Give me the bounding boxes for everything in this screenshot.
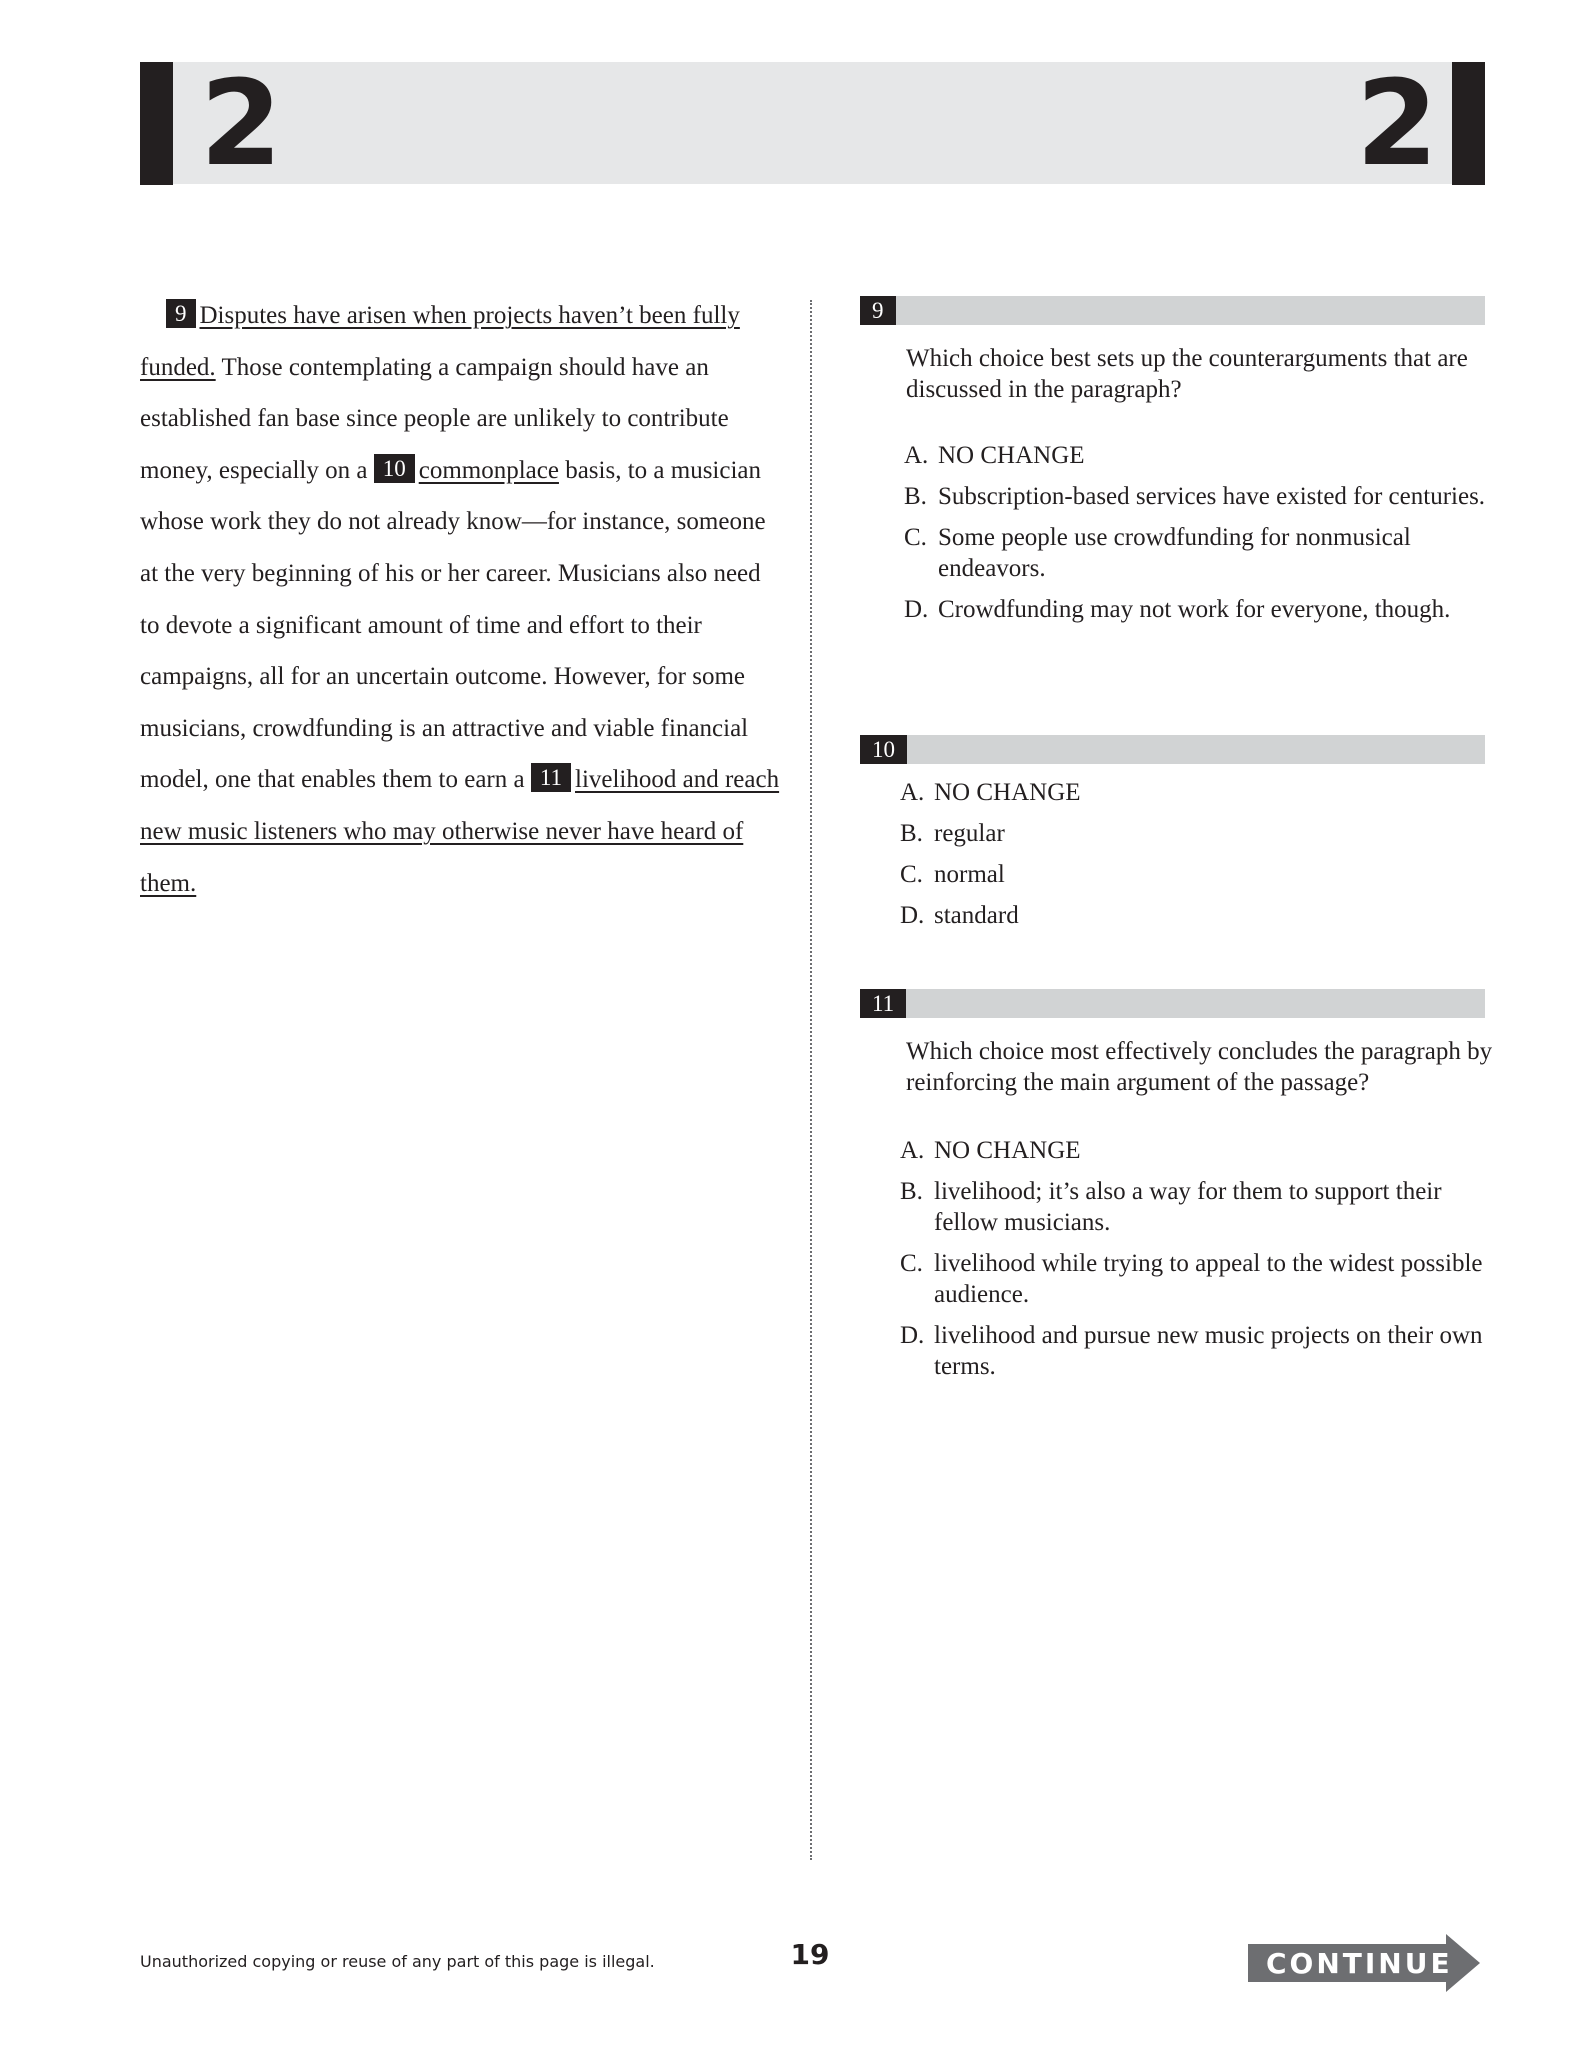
choice-letter: D. (900, 1322, 925, 1349)
answer-choice-9c[interactable] (904, 522, 1494, 584)
choice-letter: A. (900, 779, 925, 806)
choice-text: normal (934, 861, 1005, 888)
underlined-phrase-9: Disputes have arisen when projects haven’t been fully funded. (140, 302, 740, 381)
question-prompt-9: Which choice best sets up the counterarguments that are discussed in the paragraph? (906, 345, 1468, 403)
choice-letter: D. (904, 596, 929, 623)
choice-letter: B. (900, 1178, 923, 1205)
section-number-right: 2 (1356, 54, 1439, 192)
choice-text: NO CHANGE (934, 1137, 1081, 1164)
choice-text: NO CHANGE (938, 442, 1085, 469)
continue-label: CONTINUE (1266, 1947, 1453, 1980)
passage-paragraph (140, 290, 780, 909)
question-marker-11[interactable]: 11 (531, 763, 571, 792)
choice-letter: C. (904, 524, 927, 551)
passage-text (140, 290, 780, 909)
answer-choice-11a[interactable] (900, 1135, 1490, 1166)
choice-letter: C. (900, 1250, 923, 1277)
choice-text: Subscription-based services have existed for centuries. (938, 483, 1486, 510)
question-header-10 (860, 735, 1485, 764)
answer-choice-9d[interactable] (904, 594, 1494, 625)
answer-choice-9b[interactable] (904, 481, 1494, 512)
column-divider (810, 300, 812, 1860)
choice-text: livelihood while trying to appeal to the widest possible audience. (934, 1250, 1483, 1308)
answer-choice-11c[interactable] (900, 1248, 1490, 1310)
question-marker-9[interactable]: 9 (166, 299, 196, 328)
page-number: 19 (790, 1938, 830, 1971)
continue-button[interactable] (1248, 1934, 1488, 1992)
passage-segment: Those contemplating a campaign should have an established fan base since people are unlikely to contribute money, especially on a (140, 353, 729, 484)
section-number-left: 2 (200, 54, 283, 192)
answer-choice-10b[interactable] (900, 818, 1490, 849)
answer-choice-10c[interactable] (900, 859, 1490, 890)
answer-choice-11b[interactable] (900, 1176, 1490, 1238)
choice-text: NO CHANGE (934, 779, 1081, 806)
choice-letter: A. (900, 1137, 925, 1164)
answer-choice-11d[interactable] (900, 1320, 1490, 1382)
question-number-10: 10 (860, 735, 907, 764)
choice-text: livelihood and pursue new music projects on their own terms. (934, 1322, 1483, 1380)
answer-choices-10 (900, 777, 1490, 941)
choice-letter: C. (900, 861, 923, 888)
question-number-11: 11 (860, 989, 906, 1018)
choice-letter: B. (900, 820, 923, 847)
choice-text: standard (934, 902, 1019, 929)
question-number-9: 9 (860, 296, 896, 325)
answer-choice-9a[interactable] (904, 440, 1494, 471)
question-marker-10[interactable]: 10 (374, 454, 415, 483)
choice-text: livelihood; it’s also a way for them to support their fellow musicians. (934, 1178, 1442, 1236)
underlined-phrase-10: commonplace (418, 456, 559, 484)
underlined-phrase-11: livelihood and reach new music listeners who may otherwise never have heard of them. (140, 766, 780, 897)
copyright-notice: Unauthorized copying or reuse of any part of this page is illegal. (140, 1952, 655, 1971)
choice-letter: B. (904, 483, 927, 510)
section-header-right-bar (1452, 62, 1485, 185)
question-header-9 (860, 296, 1485, 325)
section-header-band (140, 54, 1484, 192)
answer-choice-10d[interactable] (900, 900, 1490, 931)
answer-choices-11 (900, 1135, 1490, 1392)
choice-text: Some people use crowdfunding for nonmusical endeavors. (938, 524, 1411, 582)
choice-text: regular (934, 820, 1005, 847)
choice-letter: D. (900, 902, 925, 929)
question-prompt-11: Which choice most effectively concludes the paragraph by reinforcing the main argument of the passage? (906, 1038, 1493, 1096)
question-header-11 (860, 989, 1485, 1018)
passage-segment: basis, to a musician whose work they do not already know—for instance, someone at the very beginning of his or her career. Musicians also need to devote a significant amount of time and effort to their campaigns, all for an uncertain outcome. However, for some musicians, crowdfunding is an attractive and viable financial model, one that enables them to earn a (140, 456, 766, 794)
choice-letter: A. (904, 442, 929, 469)
answer-choices-9 (904, 440, 1494, 635)
answer-choice-10a[interactable] (900, 777, 1490, 808)
section-header-left-bar (140, 62, 173, 185)
choice-text: Crowdfunding may not work for everyone, though. (938, 596, 1451, 623)
